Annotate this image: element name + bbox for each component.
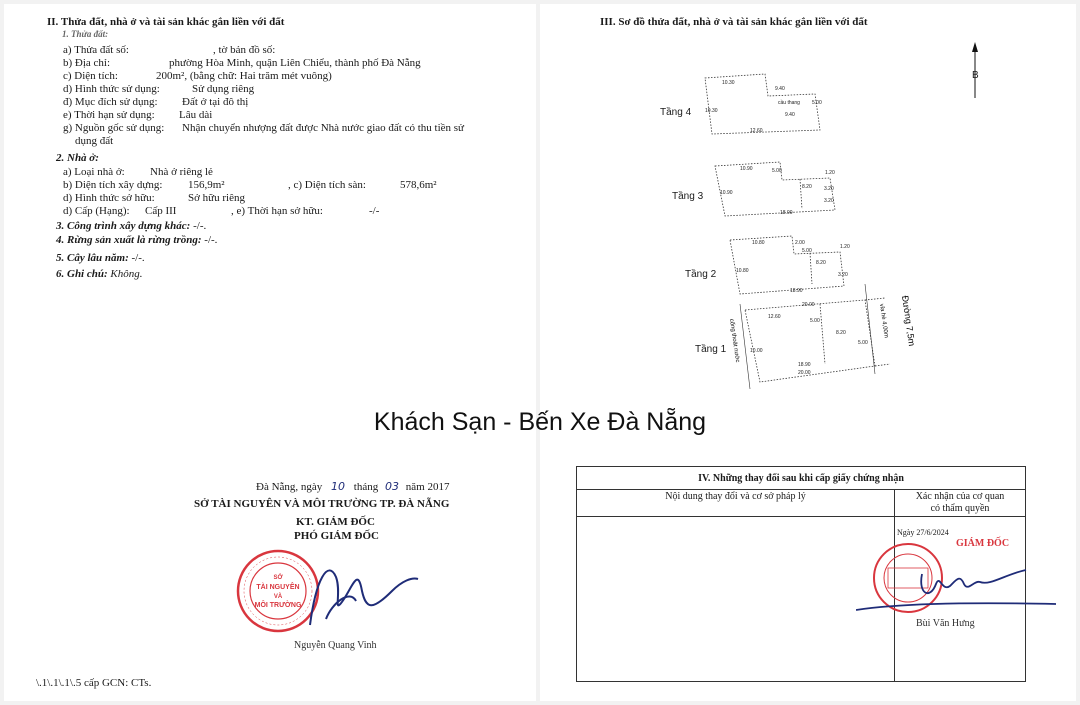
dim-label: 1.20: [840, 244, 850, 250]
signer-role-1: KT. GIÁM ĐỐC: [296, 516, 375, 528]
agency-name: SỞ TÀI NGUYÊN VÀ MÔI TRƯỜNG TP. ĐÀ NẴNG: [194, 498, 450, 510]
dim-label: 2.00: [795, 240, 805, 246]
dim-label: 3.20: [838, 272, 848, 278]
col2-line1: Xác nhận của cơ quan: [915, 491, 1005, 502]
road-label: Đường 7,5m: [900, 294, 918, 347]
signer-role-2: PHÓ GIÁM ĐỐC: [294, 530, 379, 542]
dim-label: 10.30: [705, 108, 718, 114]
changes-col-confirm: [895, 490, 1026, 517]
land-heading: 1. Thửa đất:: [62, 29, 109, 39]
other-item: 3. Công trình xây dựng khác: -/-.: [56, 220, 207, 232]
land-item: c) Diện tích: 200m², (bằng chữ: Hai trăm mét vuông): [63, 70, 332, 82]
dim-label: 10.30: [722, 80, 735, 86]
north-label: B: [972, 70, 979, 81]
dim-label: 1.20: [825, 170, 835, 176]
dim-label: 9.40: [775, 86, 785, 92]
signature-date: Đà Nẵng, ngày 10 tháng 03 năm 2017: [256, 480, 450, 493]
floor-label: Tầng 3: [672, 191, 704, 202]
dim-label: 9.40: [785, 112, 795, 118]
land-item: d) Hình thức sử dụng: Sử dụng riêng: [63, 83, 255, 95]
drain-label: cống thoát nước: [728, 318, 741, 363]
dim-label: 10.90: [720, 190, 733, 196]
confirm-signer: Bùi Văn Hưng: [916, 618, 975, 629]
signer-name: Nguyễn Quang Vinh: [294, 640, 377, 651]
land-item: dụng đất: [75, 135, 114, 147]
left-page: [4, 4, 536, 701]
dim-label: 10.80: [752, 240, 765, 246]
changes-content-cell: [577, 517, 895, 682]
changes-title: IV. Những thay đổi sau khi cấp giấy chứng nhận: [577, 467, 1026, 490]
other-item: 5. Cây lâu năm: -/-.: [56, 252, 145, 264]
svg-text:MÔI TRƯỜNG: MÔI TRƯỜNG: [254, 602, 302, 609]
sidewalk-label: vỉa hè 4,00m: [878, 303, 889, 339]
dim-label: 20.00: [798, 370, 811, 376]
other-item: 6. Ghi chú: Không.: [56, 268, 143, 280]
house-item: d) Cấp (Hạng): Cấp III , e) Thời hạn sở hữu: -/-: [63, 205, 380, 217]
dim-label: 18.90: [790, 288, 803, 294]
floor-label: Tầng 4: [660, 107, 692, 118]
other-item: 4. Rừng sản xuất là rừng trồng: -/-.: [56, 234, 218, 246]
stamp-and-signature: [232, 539, 422, 649]
land-item: đ) Mục đích sử dụng: Đất ở tại đô thị: [63, 96, 249, 108]
floor-plan-diagram: [540, 4, 1076, 404]
dim-label: 3.20: [824, 186, 834, 192]
dim-label: 12.60: [768, 314, 781, 320]
signature-scribble-icon: [310, 570, 418, 625]
dim-label: 10.90: [740, 166, 753, 172]
right-page: [540, 4, 1076, 701]
svg-text:VÀ: VÀ: [273, 594, 283, 600]
house-heading: 2. Nhà ở:: [56, 152, 99, 164]
confirm-stamp-signature: [856, 534, 1056, 624]
confirm-date: Ngày 27/6/2024: [897, 528, 949, 537]
house-item: b) Diện tích xây dựng: 156,9m² , c) Diện tích sàn: 578,6m²: [63, 179, 437, 191]
land-item: e) Thời hạn sử dụng: Lâu dài: [63, 109, 213, 121]
dim-label: 8.20: [802, 184, 812, 190]
dim-label: 20.00: [802, 302, 815, 308]
changes-col-content: Nội dung thay đổi và cơ sở pháp lý: [577, 490, 895, 517]
house-item: a) Loại nhà ở: Nhà ở riêng lẻ: [63, 166, 213, 178]
red-seal-icon: [874, 544, 942, 612]
dim-label: 5.00: [812, 100, 822, 106]
dim-label: 18.90: [798, 362, 811, 368]
dim-label: 8.20: [836, 330, 846, 336]
dim-label: 5.00: [858, 340, 868, 346]
col2-line2: có thẩm quyền: [930, 503, 990, 514]
section-iii-title: III. Sơ đồ thửa đất, nhà ở và tài sản khác gắn liền với đất: [600, 16, 868, 28]
svg-text:SỞ: SỞ: [273, 575, 283, 581]
dim-label: 8.20: [816, 260, 826, 266]
dim-label: 18.90: [780, 210, 793, 216]
dim-label: 5.00: [772, 168, 782, 174]
dim-label: 3.20: [824, 198, 834, 204]
floor-2-outline: [730, 236, 844, 294]
floor-label: Tầng 1: [695, 344, 727, 355]
house-item: d) Hình thức sở hữu: Sở hữu riêng: [63, 192, 245, 204]
land-item: a) Thửa đất số: , tờ bản đồ số:: [63, 44, 276, 56]
dim-label: 5.00: [810, 318, 820, 324]
dim-label: 10.00: [750, 348, 763, 354]
red-seal-icon: [238, 551, 318, 631]
section-ii-title: II. Thửa đất, nhà ở và tài sản khác gắn liền với đất: [47, 16, 285, 28]
dim-label: 12.60: [750, 128, 763, 134]
watermark-text: Khách Sạn - Bến Xe Đà Nẵng: [373, 408, 707, 436]
floor-label: Tầng 2: [685, 269, 717, 280]
land-item: g) Nguồn gốc sử dụng: Nhận chuyển nhượng đất được Nhà nước giao đất có thu tiền sử: [63, 122, 465, 134]
footer-note: \.1\.1\.1\.5 cấp GCN: CTs.: [36, 677, 152, 689]
dim-label: 5.00: [802, 248, 812, 254]
dim-label: cầu thang: [778, 100, 800, 106]
confirm-title: GIÁM ĐỐC: [956, 538, 1010, 549]
dim-label: 10.80: [736, 268, 749, 274]
land-item: b) Địa chỉ: phường Hòa Minh, quận Liên Chiểu, thành phố Đà Nẵng: [63, 57, 421, 69]
svg-text:TÀI NGUYÊN: TÀI NGUYÊN: [256, 584, 300, 591]
